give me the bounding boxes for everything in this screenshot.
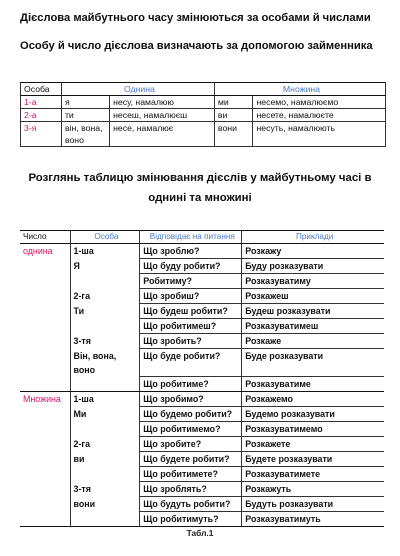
table2-number-empty xyxy=(20,512,70,527)
table2-number-empty xyxy=(20,437,70,452)
table-row xyxy=(20,259,384,274)
table2-person xyxy=(70,467,140,482)
table2-person: 3-тя xyxy=(70,482,140,497)
table2-example: Розказуватиму xyxy=(242,274,384,289)
table2-example: Розказуватиме xyxy=(242,377,384,392)
table2-example: Буде розказувати xyxy=(242,349,384,377)
table2-question: Що будуть робити? xyxy=(140,497,242,512)
table2-example: Розкажуть xyxy=(242,482,384,497)
table1-pl-verb: несете, намалюєте xyxy=(253,109,386,122)
table2-number-empty xyxy=(20,482,70,497)
table2-person: 1-ша xyxy=(70,244,140,259)
table2-example: Розказуватимуть xyxy=(242,512,384,527)
table2-header-row xyxy=(20,231,384,244)
table1-sg-pronoun: ти xyxy=(61,109,109,122)
table2-question: Що зроблю? xyxy=(140,244,242,259)
table2-header-person: Особа xyxy=(70,231,140,244)
table2-person: 3-тя xyxy=(70,334,140,349)
table2-example: Розказуватимете xyxy=(242,467,384,482)
conjugation-table-2 xyxy=(20,230,384,527)
table1-sg-verb: несе, намалює xyxy=(110,122,215,147)
heading-review-table: Розглянь таблицю змінювання дієслів у майбутньому часі в однині та множині xyxy=(28,172,372,204)
table1-sg-pronoun-line1: він, вона, xyxy=(64,123,103,133)
table1-pl-verb: несемо, намалюємо xyxy=(253,96,386,109)
table2-question: Що будеш робити? xyxy=(140,304,242,319)
table2-number-empty xyxy=(20,422,70,437)
table-row xyxy=(20,437,384,452)
table2-example: Будуть розказувати xyxy=(242,497,384,512)
table2-person: Він, вона, воно xyxy=(70,349,140,377)
table2-example: Розкажеш xyxy=(242,289,384,304)
conjugation-table-1 xyxy=(20,82,386,147)
table2-question: Що будете робити? xyxy=(140,452,242,467)
table2-number-empty xyxy=(20,334,70,349)
table2-question: Що зробиш? xyxy=(140,289,242,304)
table2-example: Розказуватимемо xyxy=(242,422,384,437)
table2-question: Що робитимете? xyxy=(140,467,242,482)
table-row xyxy=(20,334,384,349)
table2-example: Будеш розказувати xyxy=(242,304,384,319)
table-row xyxy=(20,482,384,497)
table2-example: Розкажете xyxy=(242,437,384,452)
table1-sg-pronoun-line2: воно xyxy=(64,135,84,145)
table1-pl-pronoun: ви xyxy=(214,109,253,122)
table2-example: Розказуватимеш xyxy=(242,319,384,334)
table1-pl-verb: несуть, намалюють xyxy=(253,122,386,147)
table-row xyxy=(20,467,384,482)
table-row xyxy=(20,304,384,319)
table2-number-empty xyxy=(20,319,70,334)
table-row xyxy=(20,377,384,392)
table2-number-empty xyxy=(20,407,70,422)
table2-number-empty xyxy=(20,377,70,392)
table-row xyxy=(21,122,386,147)
table-row xyxy=(20,407,384,422)
heading-future-tense-change: Дієслова майбутнього часу змінюються за особами й числами xyxy=(20,12,371,24)
table2-header-number: Число xyxy=(20,231,70,244)
table2-person: 2-га xyxy=(70,289,140,304)
table2-example: Буду розказувати xyxy=(242,259,384,274)
table2-example: Розкажу xyxy=(242,244,384,259)
table2-number: однина xyxy=(20,244,70,259)
table1-header-singular: Однина xyxy=(61,83,214,96)
table2-person: вони xyxy=(70,497,140,512)
table2-question: Що зробите? xyxy=(140,437,242,452)
table2-example: Будемо розказувати xyxy=(242,407,384,422)
table2-header-question: Відповідає на питання xyxy=(140,231,242,244)
table2-person xyxy=(70,319,140,334)
table1-pl-pronoun: вони xyxy=(214,122,253,147)
table1-person: 2-а xyxy=(21,109,62,122)
table1-sg-verb: несу, намалюю xyxy=(110,96,215,109)
table-row xyxy=(20,422,384,437)
table2-question: Що робитиме? xyxy=(140,377,242,392)
table2-example: Розкаже xyxy=(242,334,384,349)
table2-number-empty xyxy=(20,304,70,319)
table-row xyxy=(20,319,384,334)
table2-question: Що буде робити? xyxy=(140,349,242,377)
table1-person: 1-а xyxy=(21,96,62,109)
table2-question: Що зробить? xyxy=(140,334,242,349)
table2-number: Множина xyxy=(20,392,70,407)
table-row xyxy=(20,512,384,527)
table2-number-empty xyxy=(20,289,70,304)
table2-question: Робитиму? xyxy=(140,274,242,289)
table2-number-empty xyxy=(20,349,70,377)
table2-number-empty xyxy=(20,497,70,512)
table-row xyxy=(20,244,384,259)
heading-person-number-pronoun: Особу й число дієслова визначають за допомогою займенника xyxy=(20,40,373,52)
table1-header-plural: Множина xyxy=(214,83,385,96)
table2-question: Що робитимеш? xyxy=(140,319,242,334)
table2-question: Що робитимемо? xyxy=(140,422,242,437)
table2-person: Ми xyxy=(70,407,140,422)
table2-person: ви xyxy=(70,452,140,467)
table2-question: Що зроблять? xyxy=(140,482,242,497)
table2-question: Що робитимуть? xyxy=(140,512,242,527)
table2-header-examples: Приклади xyxy=(242,231,384,244)
table-row xyxy=(21,96,386,109)
table1-person: 3-я xyxy=(21,122,62,147)
table2-number-empty xyxy=(20,259,70,274)
table-row xyxy=(20,452,384,467)
table2-person: Ти xyxy=(70,304,140,319)
table2-example: Будете розказувати xyxy=(242,452,384,467)
table-row xyxy=(20,392,384,407)
table-caption: Табл.1 xyxy=(186,528,214,538)
table1-sg-pronoun: я xyxy=(61,96,109,109)
table1-header-row xyxy=(21,83,386,96)
table2-person xyxy=(70,377,140,392)
table1-sg-verb: несеш, намалюєш xyxy=(110,109,215,122)
table2-number-empty xyxy=(20,452,70,467)
table1-pl-pronoun: ми xyxy=(214,96,253,109)
table2-question: Що будемо робити? xyxy=(140,407,242,422)
table2-question: Що зробимо? xyxy=(140,392,242,407)
table-row xyxy=(20,349,384,377)
table1-header-person: Особа xyxy=(21,83,62,96)
table-row xyxy=(20,274,384,289)
table1-sg-pronoun xyxy=(61,122,109,147)
table2-example: Розкажемо xyxy=(242,392,384,407)
table2-person xyxy=(70,274,140,289)
table2-number-empty xyxy=(20,274,70,289)
table2-person: Я xyxy=(70,259,140,274)
table-row xyxy=(21,109,386,122)
table2-person: 1-ша xyxy=(70,392,140,407)
table2-question: Що буду робити? xyxy=(140,259,242,274)
table2-number-empty xyxy=(20,467,70,482)
table-row xyxy=(20,289,384,304)
table2-person: 2-га xyxy=(70,437,140,452)
table2-person xyxy=(70,422,140,437)
table2-person xyxy=(70,512,140,527)
table-row xyxy=(20,497,384,512)
